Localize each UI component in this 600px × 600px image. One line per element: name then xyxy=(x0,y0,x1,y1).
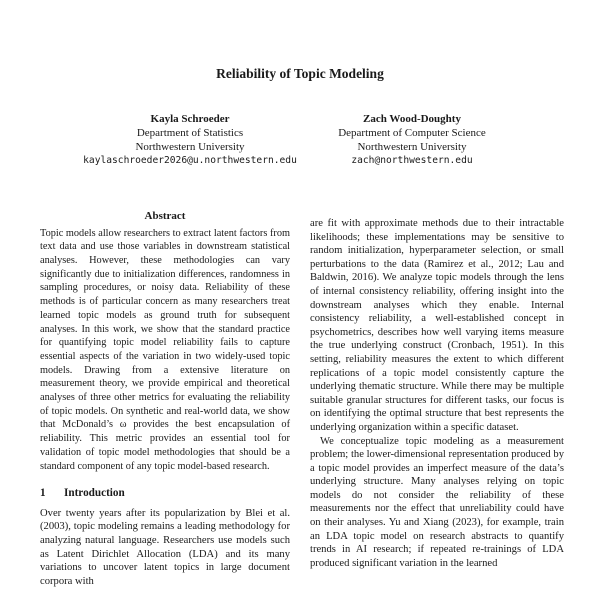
author-email[interactable]: zach@northwestern.edu xyxy=(351,155,473,166)
intro-paragraph: We conceptualize topic modeling as a measurement problem; the lower-dimensional representation produced by a topic model provides an imperfect measure of the data’s underlying structure. Many analyses relying on topic models do not consider the reliability of these measurements nor the effect that unreliability could have on their analyses. Yu and Xiang (2023), for example, train an LDA topic model on research abstracts to quantify trends in AI research; if repeated re-trainings of LDA produced significant variation in the learned xyxy=(310,435,564,569)
author-department: Department of Statistics xyxy=(136,127,244,139)
abstract-text: Topic models allow researchers to extract latent factors from text data and use those variables in downstream statistical analyses. However, these methodologies can vary significantly due to initialization differences, randomness in sampling procedures, or noisy data. Reliability of these methods is of particular concern as many researchers treat learned topic models as ground truth for subsequent analyses. In this work, we show that the standard practice for quantifying topic model reliability fails to capture essential aspects of the variation in two widely-used topic models. Drawing from a extensive literature on measurement theory, we provide empirical and theoretical analyses of three other metrics for evaluating the reliability of topic models. On synthetic and real-world data, we show that McDonald’s ω provides the best encapsulation of reliability. This metric provides an essential tool for validation of topic model methodologies that should be a standard component of any topic model-based research. xyxy=(40,227,290,472)
author-block xyxy=(60,112,320,168)
abstract-heading: Abstract xyxy=(144,210,186,222)
author-name: Zach Wood-Doughty xyxy=(363,113,461,125)
author-name: Kayla Schroeder xyxy=(150,113,230,125)
author-institution: Northwestern University xyxy=(135,141,245,153)
intro-paragraph: Over twenty years after its popularization by Blei et al. (2003), topic modeling remains a leading methodology for analyzing natural language. Researchers use models such as Latent Dirichlet Allocation (LDA) and its many variations to uncover latent topics in large document corpora with xyxy=(40,507,290,587)
right-column xyxy=(310,217,564,570)
paper-title: Reliability of Topic Modeling xyxy=(216,66,384,81)
author-department: Department of Computer Science xyxy=(338,127,486,139)
left-column xyxy=(40,210,290,588)
section-number: 1 xyxy=(40,487,46,500)
section-title: Introduction xyxy=(64,487,125,500)
section-heading xyxy=(40,487,290,501)
intro-paragraph: are fit with approximate methods due to their intractable likelihoods; these implementations may be sensitive to random initialization, hyperparameter selection, or small perturbations to the data (Ramirez et al., 2012; Lau and Baldwin, 2016). We analyze topic models through the lens of internal consistency reliability, offering insight into the downstream analyses which they enable. Internal consistency reliability, a well-established concept in psychometrics, describes how well varying items measure the true underlying construct (Cronbach, 1951). In this setting, reliability measures the extent to which different replications of a topic model consistently capture the underlying thematic structure. While there may be multiple suitable granular structures for different tasks, our focus is on identifying the optimal structure that best represents the underlying organization within a specific dataset. xyxy=(310,218,564,433)
author-email[interactable]: kaylaschroeder2026@u.northwestern.edu xyxy=(83,155,297,166)
author-block xyxy=(282,112,542,168)
author-institution: Northwestern University xyxy=(357,141,467,153)
